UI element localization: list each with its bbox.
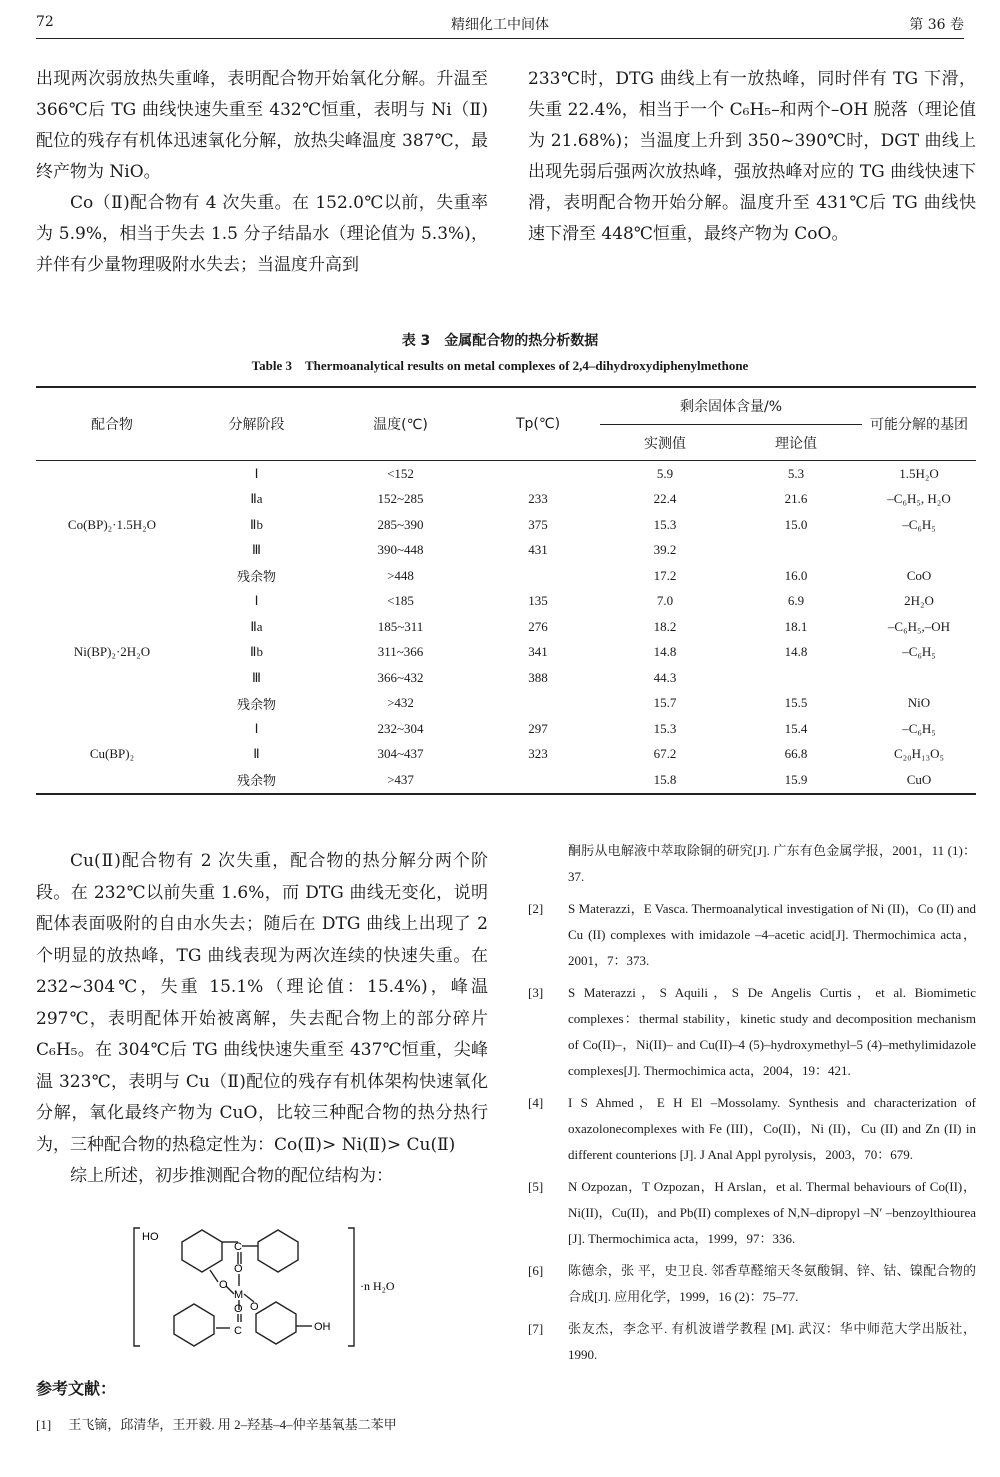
table-cell: 14.8 <box>653 644 677 660</box>
table-cell: <185 <box>387 593 414 609</box>
table-cell: 5.3 <box>787 465 805 481</box>
thermal-analysis-table <box>36 386 976 795</box>
table-cell: 285~390 <box>377 516 424 532</box>
table-cell: Ⅰ <box>254 593 259 609</box>
table-cell: 14.8 <box>784 644 808 660</box>
reference-text: N Ozpozan，T Ozpozan，H Arslan，et al. Thermal behaviours of Co(II)，Ni(II)，Cu(II)，and Pb(II) complexes of N,N–dipropyl –N′ –benzoylthiourea [J]. Thermochimica acta，1999，97：336. <box>568 1179 976 1246</box>
table-row <box>36 589 976 615</box>
reference-text: S Materazzi，E Vasca. Thermoanalytical investigation of Ni (II)，Co (II) and Cu (II) complexes with imidazole –4–acetic acid[J]. Thermochimica acta，2001，7：373. <box>568 901 976 968</box>
table-cell <box>476 767 600 794</box>
table-cell: Ⅰ <box>254 465 259 481</box>
reference-text: 陈德余，张 平，史卫良. 邻香草醛缩天冬氨酸铜、锌、钴、镍配合物的合成[J]. 应用化学，1999，16 (2)：75–77. <box>568 1263 976 1304</box>
table-cell: 431 <box>528 542 548 558</box>
table-cell <box>862 538 976 564</box>
reference-number: [7] <box>528 1321 544 1336</box>
table-cell: 388 <box>528 669 548 685</box>
bottom-left-column <box>36 846 488 1193</box>
header-stage: 分解阶段 <box>188 387 325 461</box>
table-cell: Ⅱa <box>250 618 263 634</box>
table-cell: >448 <box>387 567 414 583</box>
volume-label: 第 36 卷 <box>909 17 964 33</box>
reference-continuation: 酮肟从电解液中萃取除铜的研究[J]. 广东有色金属学报，2001，11 (1)：37. <box>568 843 976 884</box>
table-cell: 5.9 <box>656 465 674 481</box>
table-cell: Ⅲ <box>252 542 261 558</box>
table-cell: 22.4 <box>653 491 677 507</box>
table-cell: 323 <box>528 746 548 762</box>
journal-name: 精细化工中间体 <box>451 17 549 33</box>
table-cell: 185~311 <box>377 618 424 634</box>
table-cell: –C₆H₅,–OH <box>887 618 951 634</box>
header-compound: 配合物 <box>36 387 188 461</box>
references-heading: 参考文献： <box>36 1379 117 1398</box>
table-cell: 18.1 <box>784 618 808 634</box>
paragraph: 出现两次弱放热失重峰，表明配合物开始氧化分解。升温至 366℃后 TG 曲线快速失重至 432℃恒重，表明与 Ni（Ⅱ)配位的残存有机体迅速氧化分解，放热尖峰温度 387℃，最终产物为 NiO。 <box>36 69 488 182</box>
table-cell: Ⅲ <box>252 669 261 685</box>
paragraph: 233℃时，DTG 曲线上有一放热峰，同时伴有 TG 下滑，失重 22.4%，相当于一个 C₆H₅–和两个–OH 脱落（理论值为 21.68%)；当温度上升到 350~390℃时，DGT 曲线上出现先弱后强两次放热峰，强放热峰对应的 TG 曲线快速下滑，表明配合物开始分解。温度升至 431℃后 TG 曲线快速下滑至 448℃恒重，最终产物为 CoO。 <box>528 69 976 244</box>
page-header <box>36 14 964 38</box>
oxygen-label: O <box>219 1279 228 1291</box>
carbon-label: C <box>234 1241 242 1253</box>
table-cell: 15.4 <box>784 720 808 736</box>
table-cell <box>730 538 862 564</box>
table-cell: –C₆H₅ <box>902 516 936 532</box>
ho-label: HO <box>142 1231 159 1243</box>
reference-item <box>528 896 976 974</box>
table-cell: 276 <box>528 618 548 634</box>
top-left-column <box>36 64 488 281</box>
paragraph: Cu(Ⅱ)配合物有 2 次失重，配合物的热分解分两个阶段。在 232℃以前失重 1.6%，而 DTG 曲线无变化，说明配体表面吸附的自由水失去；随后在 DTG 曲线上出现了 2 个明显的放热峰，TG 曲线表现为两次连续的快速失重。在 232~304℃，失重 15.1%（理论值：15.4%)，峰温 297℃，表明配体开始被离解，失去配合物上的部分碎片 C₆H₅。在 304℃后 TG 曲线快速失重至 437℃恒重，尖峰温 323℃，表明与 Cu（Ⅱ)配位的残存有机体架构快速氧化分解，氧化最终产物为 CuO，比较三种配合物的热分热行为，三种配合物的热稳定性为：Co(Ⅱ)> Ni(Ⅱ)> Cu(Ⅱ) <box>36 851 488 1155</box>
table-cell: 16.0 <box>784 567 808 583</box>
table-cell: 15.8 <box>600 767 730 794</box>
references-list <box>528 838 976 1374</box>
table-cell: 67.2 <box>653 746 677 762</box>
table-cell: 44.3 <box>653 669 677 685</box>
table-cell: 304~437 <box>377 746 424 762</box>
compound-cell: Ni(BP)₂·2H₂O <box>73 644 151 660</box>
header-tp: Tp(℃) <box>476 387 600 461</box>
header-rule <box>36 38 964 39</box>
table-cell: 152~285 <box>377 491 424 507</box>
table-cell: 残余物 <box>188 767 325 794</box>
header-measured: 实测值 <box>600 425 730 461</box>
table-cell: 15.9 <box>730 767 862 794</box>
table-cell: 2H₂O <box>904 593 934 609</box>
paragraph: Co（Ⅱ)配合物有 4 次失重。在 152.0℃以前，失重率为 5.9%，相当于失去 1.5 分子结晶水（理论值为 5.3%)，并伴有少量物理吸附水失去；当温度升高到 <box>36 193 488 275</box>
table-cell: Ⅱb <box>250 644 263 660</box>
table-cell: >437 <box>325 767 476 794</box>
reference-number: [5] <box>528 1179 544 1194</box>
table-cell <box>862 665 976 691</box>
metal-label: M <box>234 1289 244 1301</box>
table-cell: 残余物 <box>236 696 276 712</box>
header-residue: 剩余固体含量/% <box>600 387 862 425</box>
compound-cell: Cu(BP)₂ <box>36 716 188 794</box>
header-theory: 理论值 <box>730 425 862 461</box>
oh-label: OH <box>314 1321 331 1333</box>
table-row <box>36 461 976 487</box>
reference-number: [1] <box>36 1417 52 1432</box>
table-caption-en: Table 3 Thermoanalytical results on metal complexes of 2,4–dihydroxydiphenylmethone <box>251 358 749 373</box>
paragraph: 综上所述，初步推测配合物的配位结构为： <box>70 1166 393 1186</box>
top-right-column <box>528 64 976 250</box>
water-label: ·n H₂O <box>360 1279 395 1293</box>
table-cell: 21.6 <box>784 491 808 507</box>
table-cell: 15.0 <box>784 516 808 532</box>
table-cell: 297 <box>528 720 548 736</box>
table-cell: 17.2 <box>653 567 677 583</box>
table-cell: >432 <box>387 695 414 711</box>
table-cell: Ⅱb <box>250 516 263 532</box>
reference-item <box>36 1412 506 1438</box>
reference-item <box>528 1258 976 1310</box>
table-cell <box>476 691 600 717</box>
table-cell <box>476 563 600 589</box>
table-cell: NiO <box>907 695 931 711</box>
carbon-label: C <box>234 1325 242 1337</box>
coordination-structure-diagram <box>130 1222 430 1362</box>
table-cell: CoO <box>906 567 932 583</box>
table-row <box>36 716 976 742</box>
table-cell: 6.9 <box>787 593 805 609</box>
table-cell: –C₆H₅ <box>902 720 936 736</box>
table-cell: 341 <box>528 644 548 660</box>
table-cell: 15.7 <box>653 695 677 711</box>
reference-number: [4] <box>528 1095 544 1110</box>
table-cell: 232~304 <box>377 720 424 736</box>
table-cell: 残余物 <box>236 569 276 585</box>
reference-number: [6] <box>528 1263 544 1278</box>
oxygen-label: O <box>234 1303 243 1315</box>
reference-text: I S Ahmed，E H El –Mossolamy. Synthesis and characterization of oxazolonecomplexes with Fe (III)，Co(II)，Ni (II)，Cu (II) and Zn (II) in different counterions [J]. J Anal Appl pyrolysis，2003，70：679. <box>568 1095 976 1162</box>
table-cell: Ⅰ <box>254 720 259 736</box>
table-cell: 39.2 <box>653 542 677 558</box>
table-cell: 233 <box>528 491 548 507</box>
table-cell: 66.8 <box>784 746 808 762</box>
table-caption-cn: 表 3 金属配合物的热分析数据 <box>401 333 599 349</box>
header-temp: 温度(℃) <box>325 387 476 461</box>
table-cell: –C₆H₅, H₂O <box>887 491 951 507</box>
table-cell: 15.3 <box>653 516 677 532</box>
table-cell: 375 <box>528 516 548 532</box>
reference-text: 王飞镝，邱清华，王开毅. 用 2–羟基–4–仲辛基氧基二苯甲 <box>68 1417 397 1432</box>
table-cell <box>476 461 600 487</box>
table-cell: 7.0 <box>656 593 674 609</box>
reference-item <box>528 1174 976 1252</box>
table-cell: –C₆H₅ <box>902 644 936 660</box>
reference-text: 张友杰，李念平. 有机波谱学教程 [M]. 武汉：华中师范大学出版社，1990. <box>568 1321 976 1362</box>
table-cell: CuO <box>862 767 976 794</box>
reference-text: S Materazzi，S Aquili，S De Angelis Curtis，et al. Biomimetic complexes：thermal stability，kinetic study and decomposition mechanism of Co(II)–，Ni(II)– and Cu(II)–4 (5)–hydroxymethyl–5 (4)–methylimidazole complexes[J]. Thermochimica acta，2004，19：421. <box>568 985 976 1078</box>
page-number: 72 <box>36 14 54 30</box>
table-cell: 135 <box>528 593 548 609</box>
table-cell: 15.5 <box>784 695 808 711</box>
table-body <box>36 461 976 794</box>
reference-item <box>528 1316 976 1368</box>
header-groups: 可能分解的基团 <box>862 387 976 461</box>
table-cell: 311~366 <box>377 644 424 660</box>
oxygen-label: O <box>234 1263 243 1275</box>
table-cell: Ⅱa <box>250 491 263 507</box>
table-cell: 390~448 <box>377 542 424 558</box>
table-cell <box>730 665 862 691</box>
table-cell: Ⅱ <box>253 746 260 762</box>
reference-number: [3] <box>528 985 544 1000</box>
table-cell: <152 <box>387 465 414 481</box>
reference-item <box>528 1090 976 1168</box>
table-cell: C₂₀H₁₃O₅ <box>893 746 945 762</box>
compound-cell: Co(BP)₂·1.5H₂O <box>67 516 157 532</box>
oxygen-label: O <box>250 1301 259 1313</box>
table-cell: 366~432 <box>377 669 424 685</box>
table-cell: 15.3 <box>653 720 677 736</box>
table-cell: 1.5H₂O <box>899 465 939 481</box>
reference-item <box>528 980 976 1084</box>
table-cell: 18.2 <box>653 618 677 634</box>
reference-number: [2] <box>528 901 544 916</box>
